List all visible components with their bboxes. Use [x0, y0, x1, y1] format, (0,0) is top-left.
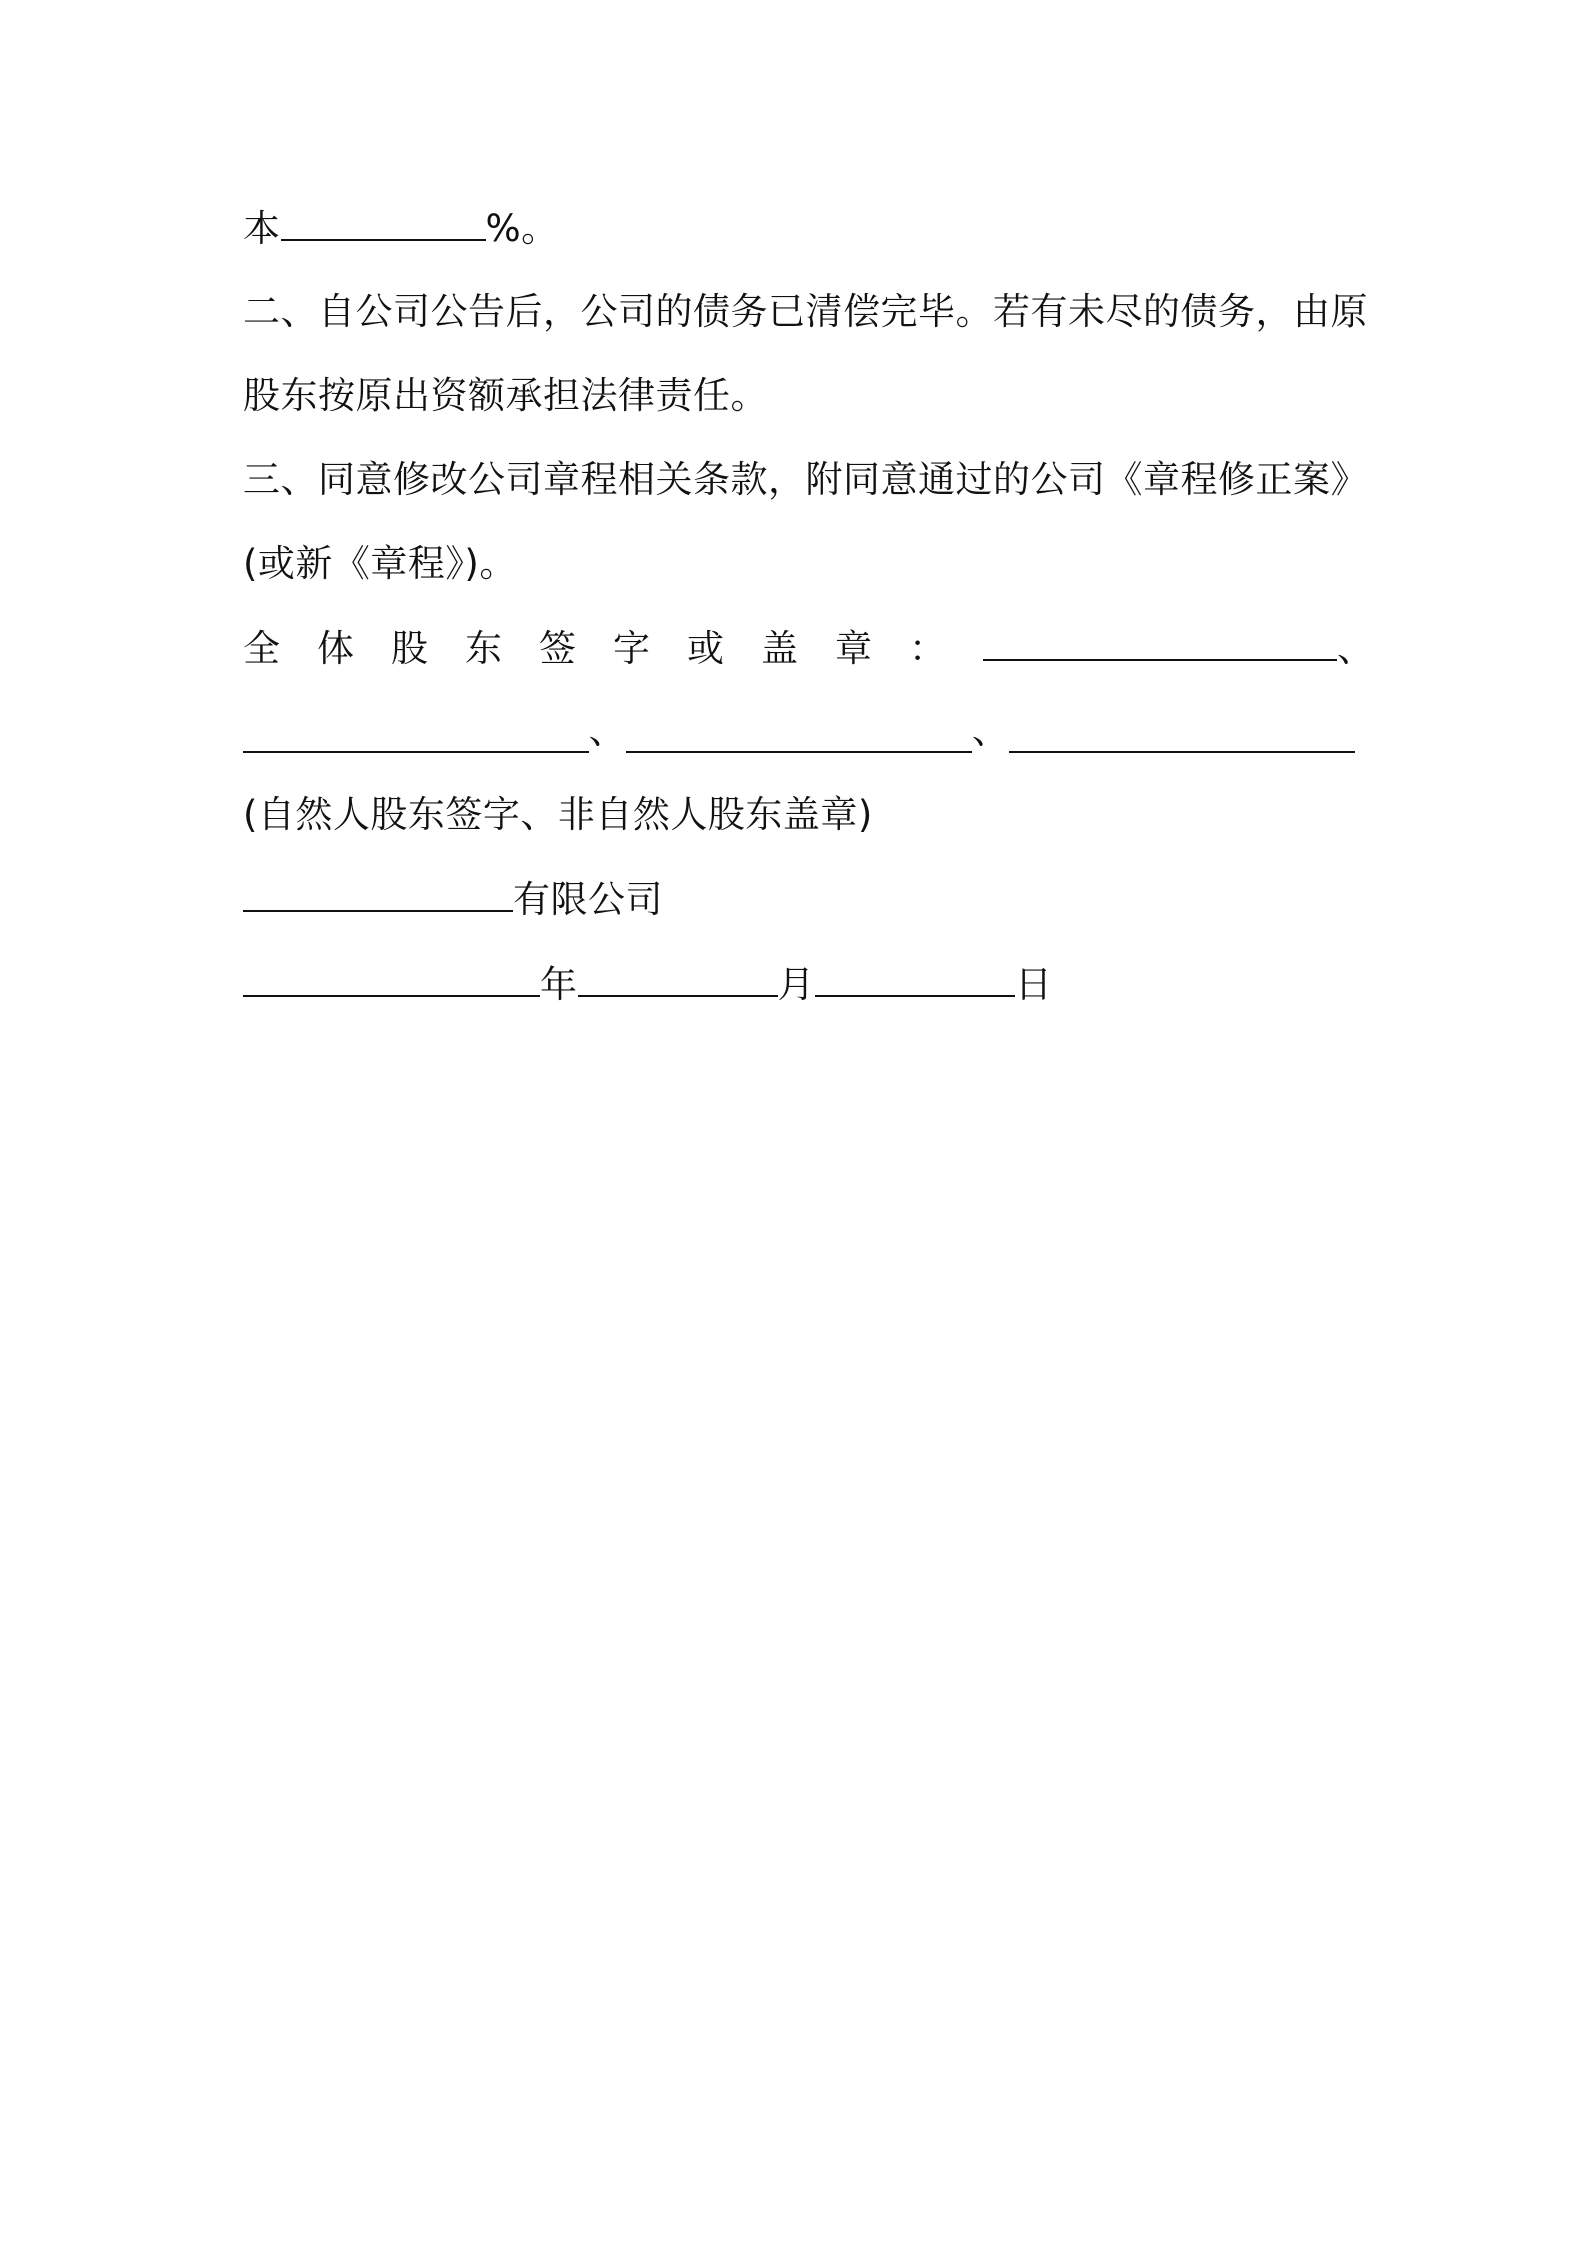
signature-blank-4[interactable]: [1009, 717, 1355, 753]
day-label: 日: [1015, 963, 1053, 1006]
ratio-blank[interactable]: [281, 205, 486, 241]
clause-2-line-b: 股东按原出资额承担法律责任。: [243, 374, 768, 417]
signature-blank-3[interactable]: [626, 717, 972, 753]
company-line: [243, 876, 1355, 922]
clause-3-line-b: (或新《章程》)。: [243, 542, 517, 585]
company-name-blank[interactable]: [243, 876, 513, 912]
signature-separator-2: 、: [588, 709, 627, 752]
signature-separator-3: 、: [971, 709, 1010, 752]
clause-2-line-a: 二、自公司公告后，公司的债务已清偿完毕。若有未尽的债务，由原: [243, 290, 1368, 333]
ratio-suffix: %。: [485, 207, 559, 250]
signature-heading: 全体股东签字或盖章：: [243, 627, 983, 670]
year-blank[interactable]: [243, 961, 540, 997]
month-blank[interactable]: [578, 961, 778, 997]
signature-separator-1: 、: [1337, 627, 1375, 670]
date-line: [243, 961, 1355, 1007]
ratio-prefix: 本: [243, 207, 281, 250]
company-suffix: 有限公司: [513, 878, 663, 921]
signature-blank-2[interactable]: [243, 717, 589, 753]
signature-heading-line: [243, 625, 1375, 671]
ratio-line: [243, 205, 1355, 251]
day-blank[interactable]: [815, 961, 1015, 997]
signature-row: [243, 709, 1355, 753]
month-label: 月: [777, 963, 815, 1006]
signature-note: (自然人股东签字、非自然人股东盖章): [243, 793, 873, 836]
clause-3-line-a: 三、同意修改公司章程相关条款，附同意通过的公司《章程修正案》: [243, 458, 1368, 501]
signature-slot-1: [983, 625, 1375, 671]
year-label: 年: [540, 963, 578, 1006]
signature-blank-1[interactable]: [983, 625, 1337, 661]
